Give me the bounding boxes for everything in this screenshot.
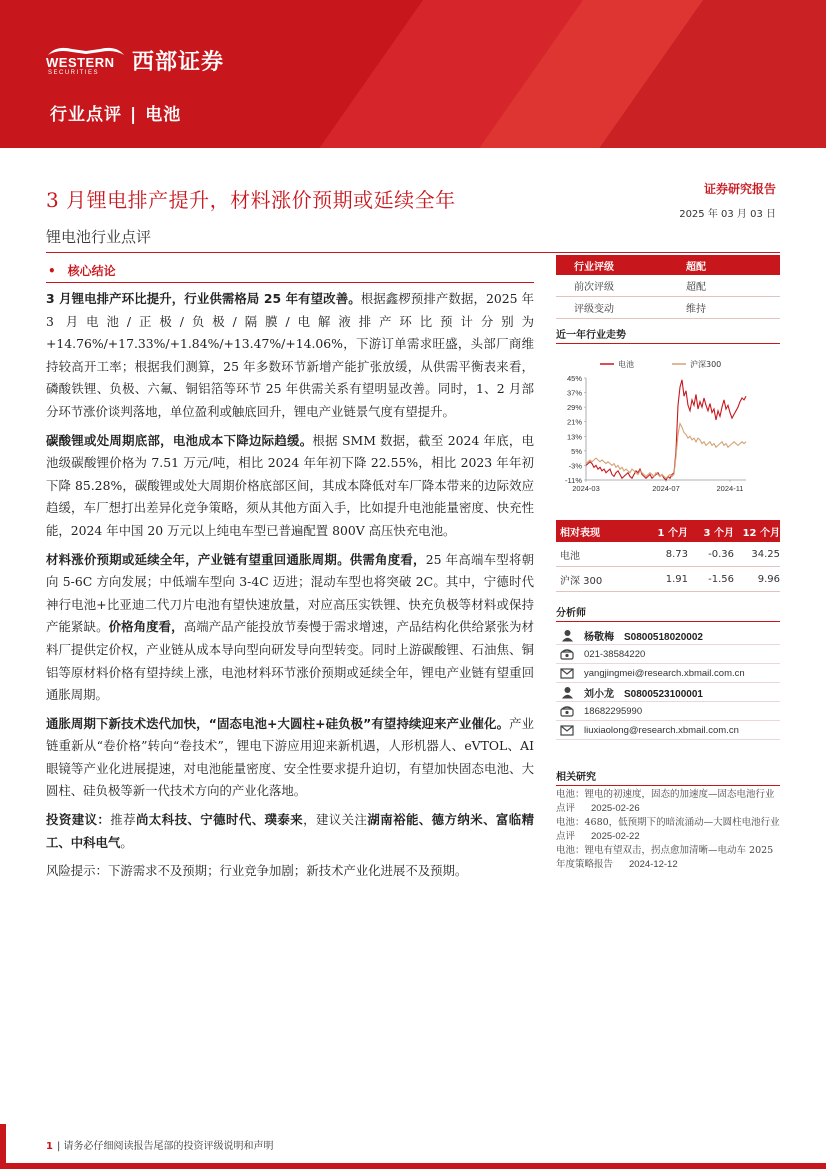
watch-stocks: 湖南裕能、德方纳米、富临精工、中科电气 [46, 812, 535, 850]
performance-value: 8.73 [665, 548, 688, 560]
report-title: 3 月锂电排产提升，材料涨价预期或延续全年 [46, 188, 456, 212]
logo-english: WESTERN [46, 55, 115, 70]
performance-value: 34.25 [751, 548, 780, 560]
paragraph-text: 推荐 [110, 812, 136, 828]
mail-icon [558, 668, 576, 679]
footer-accent-line [0, 1163, 826, 1169]
report-subtitle: 锂电池行业点评 [46, 228, 152, 246]
page-number: 1 [46, 1141, 53, 1152]
rating-row-value: 维持 [686, 304, 706, 315]
paragraph-text: 。 [120, 834, 133, 850]
paragraph-text: 产业链重新从“卷价格”转向“卷技术”，锂电下游应用迎来新机遇，人形机器人、eVTOL、AI 眼镜等产业化进展提速，对电池能量密度、安全性要求提升迫切，有望加快固态电池、大圆柱、硅负极等新一代技术方向的产业化落地。 [46, 715, 534, 799]
x-tick-label: 2024-03 [572, 484, 600, 493]
paragraph-text: 25 年高端车型将朝向 5-6C 方向发展；中低端车型向 3-4C 迈进；混动车型也将突破 2C。其中，宁德时代神行电池+比亚迪二代刀片电池有望快速放量，对应高压实铁锂、快充负极等材料或保持产能紧缺。 [46, 551, 534, 635]
paragraph-lithium [46, 430, 534, 543]
paragraph-lead: 碳酸锂或处周期底部，电池成本下降边际趋缓。 [46, 432, 313, 448]
report-body [46, 288, 534, 889]
footer-notice: 请务必仔细阅读报告尾部的投资评级说明和声明 [63, 1141, 274, 1152]
analyst-list [556, 626, 780, 740]
rating-table-header [556, 255, 780, 275]
analyst-name [576, 685, 703, 700]
rating-head-label: 行业评级 [574, 261, 614, 273]
category-separator: | [130, 105, 138, 125]
performance-row [556, 567, 780, 592]
performance-row [556, 542, 780, 567]
person-icon [558, 686, 576, 699]
x-tick-label: 2024-07 [652, 484, 680, 493]
y-tick-label: 21% [566, 417, 582, 427]
analyst-name [576, 628, 703, 643]
report-category [50, 100, 181, 125]
related-item[interactable] [556, 844, 780, 871]
header-banner [0, 0, 826, 148]
paragraph-text: 根据鑫椤预排产数据，2025 年 3 月电池/正极/负极/隔膜/电解液排产环比预计分别为+14.76%/+17.33%/+1.84%/+13.47%/+14.06%，下游订单需求旺盛，头部厂商维持较高开工率；根据我们测算，25 年多数环节新增产能扩张放缓，从供需平衡表来看，磷酸铁锂、负极、六氟、铜铝箔等环节 25 年供需关系有望明显改善。同时，1、2 月部分环节涨价谈判落地，单位盈利或触底回升，锂电产业链景气度有望提升。 [46, 291, 534, 419]
analyst-cert: S0800518020002 [624, 631, 703, 643]
performance-value: -1.56 [708, 573, 734, 585]
paragraph-text: 高端产品产能投放节奏慢于需求增速，产品结构化供给紧张为材料厂提供定价权，产业链从成本导向型向研发导向型转变。同时上游碳酸锂、石油焦、铜铝等原材料价格有望持续上涨，电池材料环节涨价预期或延续全年，锂电产业链有望重回通胀周期。 [46, 619, 535, 703]
paragraph-prices [46, 549, 534, 707]
paragraph-sublead: 价格角度看， [108, 619, 184, 635]
related-title: 电池：锂电有望双击，拐点愈加清晰—电动车 2025 年度策略报告 [556, 845, 774, 870]
performance-name: 沪深 300 [560, 575, 603, 587]
analyst-email[interactable]: liuxiaolong@research.xbmail.com.cn [584, 724, 739, 736]
risk-warning: 风险提示：下游需求不及预期；行业竞争加剧；新技术产业化进展不及预期。 [46, 863, 468, 879]
analyst-email-row [556, 721, 780, 740]
report-type: 证券研究报告 [703, 182, 776, 196]
paragraph-technology [46, 713, 534, 803]
related-title: 电池：锂电的初速度，固态的加速度—固态电池行业点评 [556, 789, 775, 814]
related-item[interactable] [556, 788, 780, 815]
y-tick-label: 45% [566, 374, 582, 383]
rating-head-value: 超配 [686, 261, 706, 273]
paragraph-lead: 通胀周期下新技术迭代加快，“固态电池+大圆柱+硅负极”有望持续迎来产业催化。 [46, 715, 510, 731]
paragraph-sublead: 供需角度看， [349, 551, 426, 567]
core-heading-label: 核心结论 [67, 264, 116, 278]
company-logo [46, 42, 224, 78]
core-divider [46, 282, 534, 283]
performance-header-cell: 3 个月 [703, 527, 734, 539]
rating-row [556, 297, 780, 319]
analyst-name-row [556, 683, 780, 702]
related-heading: 相关研究 [556, 764, 780, 786]
rating-row-value: 超配 [686, 282, 706, 293]
x-tick-label: 2024-11 [716, 484, 744, 493]
performance-header-cell: 相对表现 [560, 527, 600, 539]
y-tick-label: -3% [568, 461, 582, 471]
analyst-cert: S0800523100001 [624, 688, 703, 700]
industry-label: 电池 [145, 105, 182, 125]
y-tick-label: 5% [571, 446, 582, 456]
y-tick-label: 37% [566, 388, 582, 398]
series-line [586, 380, 746, 480]
performance-header [556, 520, 780, 542]
related-date: 2024-12-12 [629, 858, 678, 870]
performance-value: 9.96 [757, 573, 780, 585]
phone-icon [558, 648, 576, 660]
rating-row-label: 前次评级 [574, 282, 614, 293]
logo-chinese: 西部证券 [132, 49, 225, 75]
related-title: 电池：4680，低预期下的暗流涌动—大圆柱电池行业点评 [556, 817, 780, 842]
paragraph-lead: 材料涨价预期或延续全年，产业链有望重回通胀周期。 [46, 551, 350, 567]
category-label: 行业点评 [50, 105, 122, 125]
related-date: 2025-02-22 [591, 830, 640, 842]
related-item[interactable] [556, 816, 780, 843]
analyst-phone-row [556, 645, 780, 664]
related-date: 2025-02-26 [591, 802, 640, 814]
performance-header-cell: 12 个月 [742, 527, 780, 539]
rating-row-label: 评级变动 [574, 304, 614, 315]
title-divider [46, 252, 780, 253]
rating-table [556, 255, 780, 319]
performance-value: 1.91 [665, 573, 688, 585]
report-date: 2025 年 03 月 03 日 [679, 209, 776, 220]
logo-mark [46, 42, 126, 78]
recommended-stocks: 尚太科技、宁德时代、璞泰来 [136, 812, 304, 828]
person-icon [558, 629, 576, 642]
y-tick-label: -11% [565, 476, 582, 485]
analyst-name-text: 杨敬梅 [584, 631, 614, 643]
mail-icon [558, 725, 576, 736]
y-tick-label: 29% [566, 403, 582, 413]
logo-english-sub: SECURITIES [48, 70, 100, 76]
core-conclusion-heading [48, 262, 116, 279]
performance-name: 电池 [560, 550, 580, 562]
analyst-phone-row [556, 702, 780, 721]
analyst-name-row [556, 626, 780, 645]
page-footer [46, 1137, 274, 1152]
phone-icon [558, 705, 576, 717]
performance-table [556, 520, 780, 592]
trend-heading: 近一年行业走势 [556, 322, 780, 344]
paragraph-lead: 投资建议： [46, 812, 111, 828]
analyst-email[interactable]: yangjingmei@research.xbmail.com.cn [584, 667, 745, 679]
rating-row [556, 275, 780, 297]
legend-label: 电池 [618, 360, 634, 369]
related-list [556, 788, 780, 872]
analyst-phone[interactable]: 021-38584220 [584, 648, 646, 660]
analyst-email-row [556, 664, 780, 683]
performance-header-cell: 1 个月 [657, 527, 688, 539]
analyst-heading: 分析师 [556, 600, 780, 622]
paragraph-text: 根据 SMM 数据，截至 2024 年底，电池级碳酸锂价格为 7.51 万元/吨，相比 2024 年年初下降 22.55%，相比 2023 年年初下降 85.28%，碳酸锂或处大周期价格底部区间，其成本降低对车厂降本带来的边际效应趋缓，车厂想打出差异化竞争策略，须从其他方面入手，比如提升电池能量密度、快充性能，2024 年中国 20 万元以上纯电车型已普遍配置 800V 高压快充电池。 [46, 432, 535, 538]
paragraph-text: ，建议关注 [303, 812, 368, 828]
legend-label: 沪深300 [690, 360, 722, 369]
analyst-name-text: 刘小龙 [584, 688, 614, 700]
analyst-phone[interactable]: 18682295990 [584, 705, 643, 717]
performance-value: -0.36 [708, 548, 734, 560]
bullet-icon: • [48, 264, 56, 278]
trend-chart [556, 350, 780, 500]
footer-separator: | [56, 1141, 61, 1152]
paragraph-lead: 3 月锂电排产环比提升，行业供需格局 25 年有望改善。 [46, 291, 361, 306]
y-tick-label: 13% [566, 432, 582, 442]
paragraph-supply [46, 288, 534, 424]
paragraph-investment [46, 809, 534, 854]
